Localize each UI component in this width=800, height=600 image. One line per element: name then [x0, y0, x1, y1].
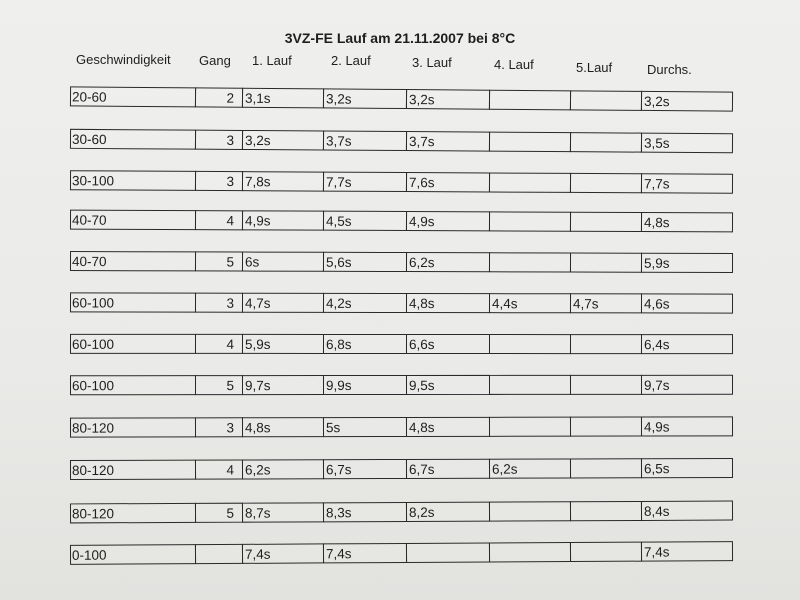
cell-l1: 6s [242, 252, 324, 272]
cell-speed: 60-100 [70, 334, 196, 354]
cell-avg: 7,7s [641, 173, 733, 193]
cell-gang: 2 [195, 87, 243, 107]
cell-l2: 9,9s [323, 375, 407, 395]
header-lauf4: 4. Lauf [494, 57, 534, 72]
cell-avg: 4,8s [641, 212, 733, 232]
header-speed: Geschwindigkeit [76, 52, 171, 67]
cell-l5 [570, 90, 642, 111]
cell-speed: 80-120 [70, 460, 196, 480]
table-row [0, 209, 800, 232]
cell-gang: 3 [195, 293, 243, 313]
cell-l5 [570, 253, 642, 273]
cell-l3: 8,2s [406, 502, 490, 522]
cell-l3: 4,8s [406, 417, 490, 437]
cell-gang: 5 [195, 503, 243, 523]
cell-l5 [570, 417, 642, 437]
table-row [0, 86, 800, 112]
cell-l1: 8,7s [242, 502, 324, 522]
cell-l5 [570, 375, 642, 395]
cell-avg: 6,4s [641, 334, 733, 354]
table-row [0, 500, 800, 523]
cell-gang: 3 [195, 171, 243, 191]
cell-l5 [570, 542, 642, 562]
cell-l4 [489, 417, 571, 437]
cell-l5 [570, 501, 642, 521]
cell-l3: 4,8s [406, 293, 490, 313]
cell-l1: 7,4s [242, 543, 324, 563]
cell-gang: 4 [195, 334, 243, 354]
cell-l4 [489, 501, 571, 521]
cell-l5 [570, 458, 642, 478]
cell-l2: 4,2s [323, 293, 407, 313]
header-gang: Gang [199, 53, 231, 68]
cell-l3: 3,7s [406, 131, 490, 152]
cell-l1: 3,1s [242, 88, 324, 109]
cell-l4 [489, 334, 571, 354]
cell-l4: 4,4s [489, 293, 571, 313]
header-avg: Durchs. [647, 62, 692, 77]
cell-l3: 7,6s [406, 172, 490, 192]
cell-l3: 6,7s [406, 459, 490, 479]
cell-l4: 6,2s [489, 458, 571, 478]
cell-avg: 4,6s [641, 293, 733, 313]
cell-speed: 30-60 [70, 129, 196, 150]
cell-gang: 3 [195, 417, 243, 437]
cell-l2: 3,7s [323, 130, 407, 151]
cell-l4 [489, 542, 571, 562]
cell-l1: 4,9s [242, 210, 324, 230]
table-row [0, 170, 800, 194]
cell-l5 [570, 334, 642, 354]
table-row [0, 416, 800, 438]
cell-speed: 40-70 [70, 210, 196, 231]
cell-avg: 7,4s [641, 541, 733, 562]
cell-l5 [570, 212, 642, 232]
table-row [0, 334, 800, 354]
cell-l1: 7,8s [242, 171, 324, 191]
cell-l4 [489, 172, 571, 192]
cell-avg: 3,2s [641, 91, 733, 112]
table-row [0, 292, 800, 313]
cell-l2: 7,7s [323, 172, 407, 192]
cell-l2: 7,4s [323, 543, 407, 563]
cell-l1: 4,7s [242, 293, 324, 313]
cell-l2: 8,3s [323, 502, 407, 522]
cell-l4 [489, 252, 571, 272]
cell-avg: 6,5s [641, 458, 733, 478]
cell-gang: 3 [195, 130, 243, 150]
cell-l2: 6,7s [323, 459, 407, 479]
cell-l3: 9,5s [406, 375, 490, 395]
cell-l5 [570, 132, 642, 152]
table-row [0, 375, 800, 396]
header-lauf2: 2. Lauf [331, 53, 371, 68]
cell-avg: 8,4s [641, 501, 733, 521]
cell-l3: 3,2s [406, 89, 490, 110]
cell-speed: 60-100 [70, 292, 196, 312]
cell-gang: 4 [195, 210, 243, 230]
cell-l2: 4,5s [323, 211, 407, 231]
cell-l1: 9,7s [242, 375, 324, 395]
cell-l4 [489, 211, 571, 231]
cell-speed: 80-120 [70, 503, 196, 524]
cell-l4 [489, 90, 571, 111]
header-lauf3: 3. Lauf [412, 55, 452, 70]
header-lauf1: 1. Lauf [252, 53, 292, 68]
cell-speed: 40-70 [70, 251, 196, 271]
header-lauf5: 5.Lauf [576, 60, 613, 75]
cell-l2: 5,6s [323, 252, 407, 272]
cell-l4 [489, 375, 571, 395]
cell-avg: 9,7s [641, 375, 733, 395]
cell-l4 [489, 132, 571, 153]
cell-l5: 4,7s [570, 293, 642, 313]
cell-l3 [406, 542, 490, 562]
cell-avg: 3,5s [641, 133, 733, 154]
cell-gang: 5 [195, 251, 243, 271]
cell-gang: 4 [195, 459, 243, 479]
table-row [0, 458, 800, 481]
cell-l3: 4,9s [406, 211, 490, 231]
cell-l5 [570, 173, 642, 193]
cell-l1: 3,2s [242, 130, 324, 151]
cell-l2: 6,8s [323, 334, 407, 354]
cell-speed: 20-60 [70, 86, 196, 107]
cell-speed: 80-120 [70, 417, 196, 437]
cell-l1: 5,9s [242, 334, 324, 354]
cell-speed: 30-100 [70, 170, 196, 191]
cell-avg: 5,9s [641, 253, 733, 273]
cell-avg: 4,9s [641, 416, 733, 436]
page-title: 3VZ-FE Lauf am 21.11.2007 bei 8°C [284, 30, 516, 46]
table-row [0, 128, 800, 153]
table-row [0, 251, 800, 273]
cell-gang: 5 [195, 375, 243, 395]
table-row [0, 541, 800, 565]
cell-l2: 3,2s [323, 88, 407, 109]
cell-gang [195, 544, 243, 564]
cell-l3: 6,6s [406, 334, 490, 354]
cell-speed: 60-100 [70, 375, 196, 395]
cell-speed: 0-100 [70, 544, 196, 565]
cell-l1: 6,2s [242, 459, 324, 479]
cell-l1: 4,8s [242, 417, 324, 437]
cell-l3: 6,2s [406, 252, 490, 272]
cell-l2: 5s [323, 417, 407, 437]
